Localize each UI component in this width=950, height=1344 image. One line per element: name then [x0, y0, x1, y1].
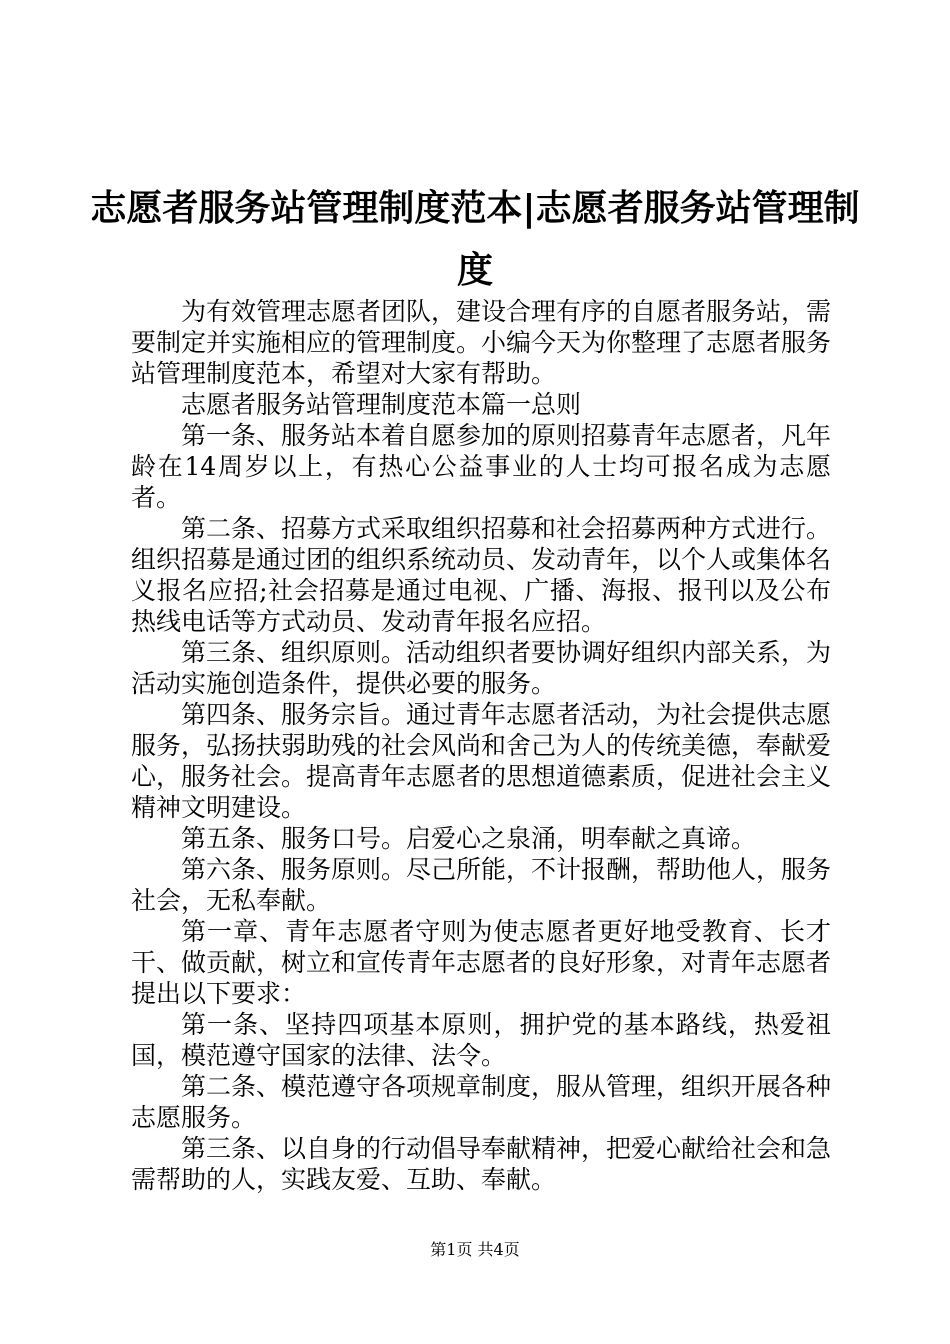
document-title: 志愿者服务站管理制度范本|志愿者服务站管理制度: [90, 188, 860, 291]
paragraph: 第二条、招募方式采取组织招募和社会招募两种方式进行。组织招募是通过团的组织系统动员、发动青年，以个人或集体名义报名应招;社会招募是通过电视、广播、海报、报刊以及公布热线电话等方式动员、发动青年报名应招。: [131, 514, 832, 636]
paragraph: 第五条、服务口号。启爱心之泉涌，明奉献之真谛。: [181, 824, 757, 853]
document-body: [131, 296, 831, 1195]
paragraph: 志愿者服务站管理制度范本篇一总则: [181, 390, 582, 419]
page-footer: 第1页 共4页: [430, 1240, 520, 1259]
paragraph: 第一条、坚持四项基本原则，拥护党的基本路线，热爱祖国，模范遵守国家的法律、法令。: [131, 1010, 831, 1070]
paragraph: 第三条、组织原则。活动组织者要协调好组织内部关系，为活动实施创造条件，提供必要的服务。: [131, 638, 832, 698]
paragraph: 第四条、服务宗旨。通过青年志愿者活动，为社会提供志愿服务，弘扬扶弱助残的社会风尚和舍己为人的传统美德，奉献爱心，服务社会。提高青年志愿者的思想道德素质，促进社会主义精神文明建设。: [131, 700, 832, 822]
paragraph: 为有效管理志愿者团队，建设合理有序的自愿者服务站，需要制定并实施相应的管理制度。小编今天为你整理了志愿者服务站管理制度范本，希望对大家有帮助。: [131, 297, 832, 388]
paragraph: 第一条、服务站本着自愿参加的原则招募青年志愿者，凡年龄在14周岁以上，有热心公益事业的人士均可报名成为志愿者。: [131, 421, 832, 512]
paragraph: 第一章、青年志愿者守则为使志愿者更好地受教育、长才干、做贡献，树立和宣传青年志愿者的良好形象，对青年志愿者提出以下要求：: [131, 917, 832, 1008]
paragraph: 第二条、模范遵守各项规章制度，服从管理，组织开展各种志愿服务。: [131, 1072, 832, 1132]
paragraph: 第六条、服务原则。尽己所能，不计报酬，帮助他人，服务社会，无私奉献。: [131, 855, 832, 915]
paragraph: 第三条、以自身的行动倡导奉献精神，把爱心献给社会和急需帮助的人，实践友爱、互助、奉献。: [131, 1134, 832, 1194]
